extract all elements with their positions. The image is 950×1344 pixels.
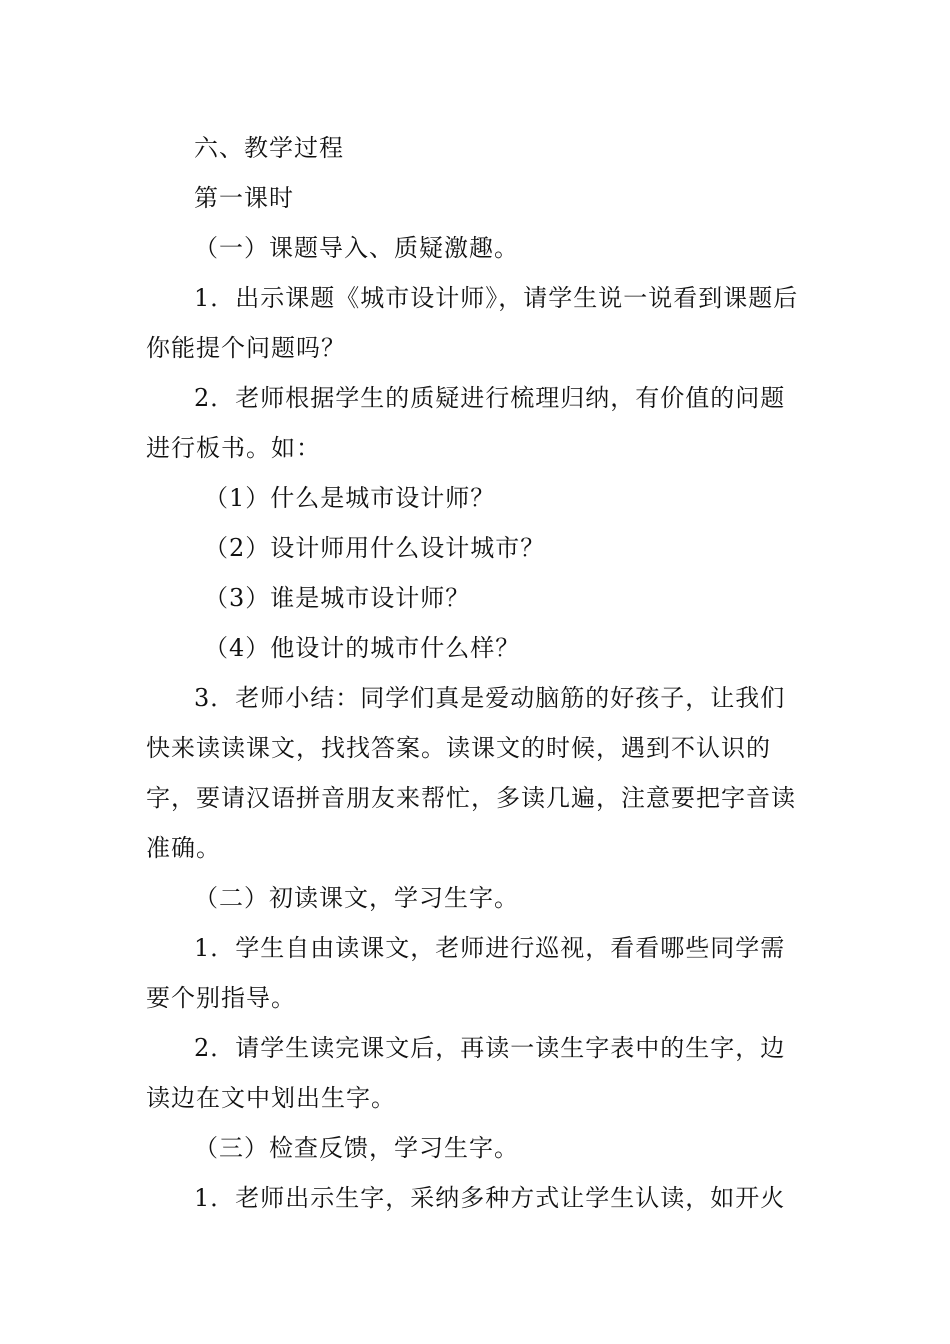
body-paragraph: 2．老师根据学生的质疑进行梳理归纳，有价值的问题进行板书。如： (146, 384, 786, 462)
document-body (146, 123, 808, 1223)
subsection-heading: （三）检查反馈，学习生字。 (194, 1134, 519, 1162)
question-item: （1）什么是城市设计师？ (204, 484, 496, 512)
body-paragraph: 2．请学生读完课文后，再读一读生字表中的生字，边读边在文中划出生字。 (146, 1034, 786, 1112)
lesson-title: 第一课时 (194, 184, 294, 212)
body-paragraph: 1．老师出示生字，采纳多种方式让学生认读，如开火 (194, 1184, 786, 1212)
body-paragraph: 3．老师小结：同学们真是爱动脑筋的好孩子，让我们快来读读课文，找找答案。读课文的时候，遇到不认识的字，要请汉语拼音朋友来帮忙，多读几遍，注意要把字音读准确。 (146, 684, 796, 862)
body-paragraph: 1．出示课题《城市设计师》，请学生说一说看到课题后你能提个问题吗？ (146, 284, 799, 362)
subsection-heading: （一）课题导入、质疑激趣。 (194, 234, 519, 262)
section-heading: 六、教学过程 (194, 134, 344, 162)
question-item: （3）谁是城市设计师？ (204, 584, 471, 612)
body-paragraph: 1．学生自由读课文，老师进行巡视，看看哪些同学需要个别指导。 (146, 934, 786, 1012)
question-item: （2）设计师用什么设计城市？ (204, 534, 546, 562)
subsection-heading: （二）初读课文，学习生字。 (194, 884, 519, 912)
question-item: （4）他设计的城市什么样？ (204, 634, 521, 662)
